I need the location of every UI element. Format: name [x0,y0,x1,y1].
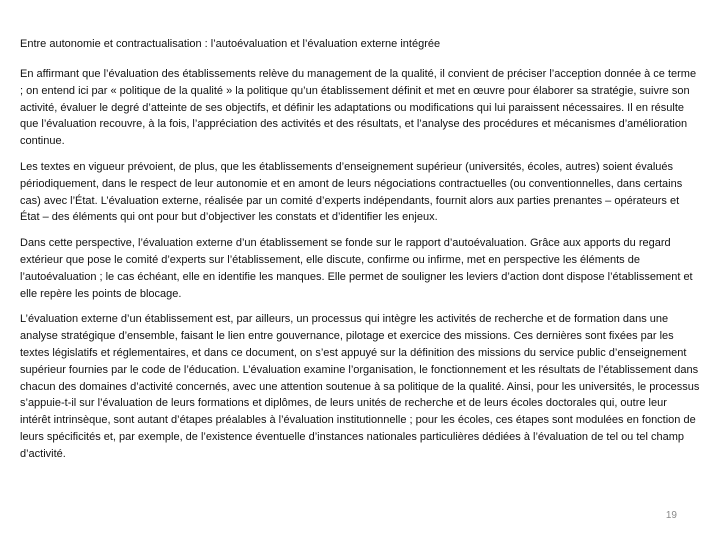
paragraph-self-assessment: Dans cette perspective, l’évaluation externe d’un établissement se fonde sur le rapport d’autoévaluation. Grâce aux apports du regard extérieur que pose le comité d’experts sur l’établissement, elle discute, confirme ou infirme, met en perspective les éléments de l’autoévaluation ; le cas échéant, elle en identifie les manques. Elle permet de souligner les leviers d’action dont dispose l’établissement et elle repère les points de blocage. [20,237,693,300]
section-title: Entre autonomie et contractualisation : l’autoévaluation et l’évaluation externe intégrée [20,38,441,50]
paragraph-periodic-evaluation: Les textes en vigueur prévoient, de plus, que les établissements d’enseignement supérieur (universités, écoles, autres) soient évalués périodiquement, dans le respect de leur autonomie et en amont de leurs négociations contractuelles (ou conventionnelles, dans certains cas) avec l’État. L’évaluation externe, réalisée par un comité d’experts indépendants, fournit alors aux parties prenantes – opérateurs et État – des éléments qui ont pour but d’objectiver les constats et d’identifier les enjeux. [20,160,683,224]
paragraph-external-evaluation-process: L’évaluation externe d’un établissement est, par ailleurs, un processus qui intègre les activités de recherche et de formation dans une analyse stratégique d’ensemble, faisant le lien entre gouvernance, pilotage et exercice des missions. Ces dernières sont fixées par les textes législatifs et réglementaires, et dans ce document, on s’est appuyé sur la définition des missions du service public d’enseignement supérieur fournies par le code de l’éducation. L’évaluation examine l’organisation, le fonctionnement et les résultats de l’établissement dans chacun des domaines d’activité concernés, avec une attention soutenue à sa politique de la qualité. Ainsi, pour les universités, le processus s’appuie-t-il sur l’évaluation de leurs formations et diplômes, de leurs unités de recherche et de leurs écoles doctorales qui, outre leur intérêt intrinsèque, sont autant d’étapes préalables à l’évaluation institutionnelle ; pour les écoles, ces étapes sont modulées en fonction de leurs spécificités et, par exemple, de l’existence éventuelle d’instances nationales particulières dédiées à l’évaluation de tel ou tel champ d’activité. [20,313,700,460]
paragraph-quality-policy: En affirmant que l’évaluation des établissements relève du management de la qualité, il convient de préciser l’acception donnée à ce terme ; on entend ici par « politique de la qualité » la politique qu’un établissement définit et met en œuvre pour élaborer sa stratégie, suivre son activité, évaluer le degré d’atteinte de ses objectifs, et définir les adaptations ou modifications qui lui paraissent nécessaires. Il en résulte que l’évaluation recouvre, à la fois, l’appréciation des activités et des résultats, et l’analyse des procédures et mécanismes d’amélioration continue. [20,68,697,148]
page-number: 19 [665,510,677,521]
document-page [20,36,700,472]
